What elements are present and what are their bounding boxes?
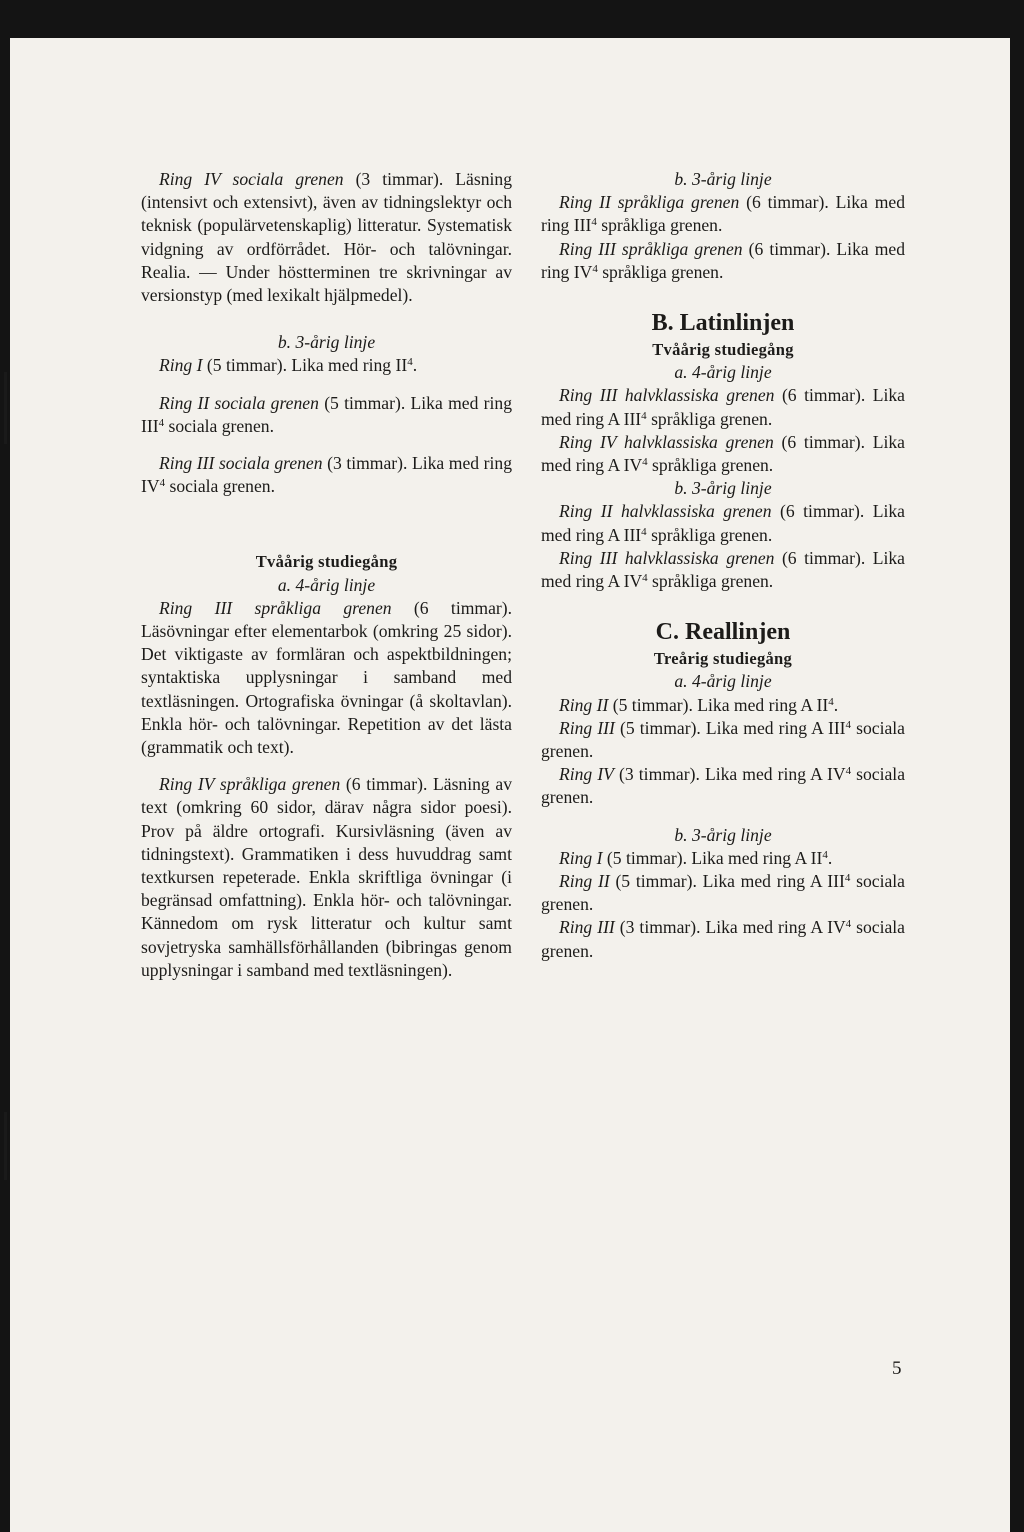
ring-label: Ring I bbox=[159, 355, 203, 376]
footnote-sup: 4 bbox=[822, 848, 828, 861]
study-heading: Tvåårig studiegång bbox=[255, 552, 398, 572]
ring-label: Ring I bbox=[559, 847, 603, 868]
paragraph bbox=[541, 763, 905, 809]
ring-label: Ring III halvklassiska grenen bbox=[559, 385, 775, 406]
footnote-sup: 4 bbox=[845, 765, 852, 778]
paragraph-text: sociala grenen. bbox=[541, 764, 906, 808]
paragraph bbox=[541, 717, 905, 763]
subheading: b. 3-årig linje bbox=[674, 169, 772, 189]
ring-label: Ring III språkliga grenen bbox=[559, 238, 743, 259]
paragraph-text: (5 timmar). Lika med ring A II bbox=[608, 694, 829, 715]
section-heading: B. Latinlinjen bbox=[651, 310, 795, 337]
paragraph-text: sociala grenen. bbox=[541, 717, 905, 762]
ring-label: Ring III bbox=[559, 717, 615, 738]
paragraph-text: (6 timmar). Lika med ring IV bbox=[541, 238, 905, 282]
paragraph bbox=[541, 694, 905, 717]
paragraph-text: sociala grenen. bbox=[165, 476, 275, 497]
paragraph-text: (5 timmar). Lika med ring A III bbox=[614, 717, 846, 738]
footnote-sup: 4 bbox=[641, 409, 647, 422]
footnote-sup: 4 bbox=[591, 216, 597, 229]
paragraph bbox=[541, 847, 905, 870]
ring-label: Ring III språkliga grenen bbox=[159, 597, 392, 618]
paragraph-text: sociala grenen. bbox=[541, 917, 905, 961]
paragraph-text: (6 timmar). Läsning av text (omkring 60 sidor, därav några sidor poesi). Prov på äldre ortografi. Kursivläsning (även av tidningstext). Grammatiken i dess huvuddrag samt textkursen repeterade. Enkla skriftliga övningar (i begränsad omfattning). Enkla hör- och talövningar. Kännedom om rysk litteratur och kultur samt sovjetryska samhällsförhållanden (bibringas genom upplysningar i samband med textläsningen). bbox=[141, 774, 513, 980]
footnote-sup: 4 bbox=[592, 262, 598, 275]
ring-label: Ring II halvklassiska grenen bbox=[559, 501, 772, 522]
scan-border-left bbox=[0, 0, 10, 1532]
paragraph-text: (3 timmar). Lika med ring A IV bbox=[614, 917, 846, 938]
paragraph bbox=[541, 870, 905, 916]
paragraph-text: språkliga grenen. bbox=[646, 408, 773, 429]
paragraph-text: (5 timmar). Lika med ring III bbox=[141, 392, 513, 436]
footnote-sup: 4 bbox=[642, 572, 648, 585]
paragraph bbox=[541, 238, 905, 284]
paragraph-text: sociala grenen. bbox=[541, 871, 905, 915]
paragraph-text: (5 timmar). Lika med ring II bbox=[202, 355, 408, 376]
paragraph bbox=[141, 168, 512, 307]
paragraph-text: . bbox=[412, 355, 418, 376]
paragraph-text: (6 timmar). Läsövningar efter elementarbok (omkring 25 sidor). Det viktigaste av formläran och aspektbildningen; syntaktiska upplysningar i samband med textläsningen. Ortografiska övningar (å skoltavlan). Enkla hör- och talövningar. Repetition av det lästa (grammatik och text). bbox=[141, 597, 513, 758]
paragraph-text: språkliga grenen. bbox=[647, 571, 774, 592]
paragraph-text: (5 timmar). Lika med ring A III bbox=[609, 871, 845, 892]
ring-label: Ring IV språkliga grenen bbox=[159, 774, 341, 795]
subheading: b. 3-årig linje bbox=[674, 478, 772, 499]
footnote-sup: 4 bbox=[159, 477, 166, 490]
paragraph bbox=[141, 452, 512, 498]
paragraph bbox=[541, 500, 905, 546]
paragraph-text: (6 timmar). Lika med ring A IV bbox=[541, 547, 905, 592]
binding-mark bbox=[4, 1112, 7, 1180]
footnote-sup: 4 bbox=[844, 872, 851, 885]
scan-border-right bbox=[1010, 0, 1024, 1532]
study-heading: Tvåårig studiegång bbox=[652, 340, 794, 360]
section-heading: C. Reallinjen bbox=[655, 619, 791, 646]
footnote-sup: 4 bbox=[641, 525, 647, 538]
paragraph-text: (6 timmar). Lika med ring A III bbox=[541, 501, 905, 545]
subheading: b. 3-årig linje bbox=[277, 332, 376, 353]
paragraph bbox=[141, 597, 512, 759]
footnote-sup: 4 bbox=[828, 695, 834, 708]
ring-label: Ring II bbox=[559, 694, 609, 715]
paragraph bbox=[141, 773, 512, 982]
footnote-sup: 4 bbox=[642, 456, 648, 469]
paragraph bbox=[141, 392, 512, 438]
paragraph bbox=[541, 916, 905, 962]
study-heading: Treårig studiegång bbox=[653, 649, 793, 669]
paragraph-text: . bbox=[833, 694, 839, 715]
footnote-sup: 4 bbox=[845, 718, 852, 731]
paragraph-text: språkliga grenen. bbox=[647, 455, 774, 476]
binding-mark bbox=[4, 372, 7, 444]
paragraph bbox=[541, 191, 905, 237]
ring-label: Ring II bbox=[559, 871, 610, 892]
subheading: a. 4-årig linje bbox=[277, 574, 376, 595]
ring-label: Ring IV bbox=[559, 764, 614, 785]
ring-label: Ring III bbox=[559, 917, 615, 938]
paragraph-text: . bbox=[827, 847, 833, 868]
right-column bbox=[541, 168, 905, 963]
footnote-sup: 4 bbox=[407, 356, 413, 369]
paragraph-text: (3 timmar). Lika med ring A IV bbox=[613, 764, 846, 785]
footnote-sup: 4 bbox=[845, 918, 852, 931]
ring-label: Ring III halvklassiska grenen bbox=[559, 547, 775, 568]
ring-label: Ring IV sociala grenen bbox=[159, 169, 344, 189]
page-number: 5 bbox=[892, 1358, 902, 1379]
footnote-sup: 4 bbox=[158, 416, 165, 429]
ring-label: Ring IV halvklassiska grenen bbox=[559, 431, 774, 452]
paragraph bbox=[541, 547, 905, 593]
paragraph bbox=[541, 384, 905, 430]
paragraph-text: (5 timmar). Lika med ring A II bbox=[602, 847, 823, 868]
paragraph bbox=[141, 354, 512, 377]
ring-label: Ring III sociala grenen bbox=[159, 453, 323, 474]
subheading: a. 4-årig linje bbox=[674, 362, 772, 383]
paragraph-text: språkliga grenen. bbox=[646, 524, 773, 545]
paragraph bbox=[541, 431, 905, 477]
paragraph-text: (3 timmar). Läsning (intensivt och extensivt), även av tidningslektyr och teknisk (populärvetenskaplig) litteratur. Systematisk vidgning av ordförrådet. Hör- och talövningar. Realia. — Under höstterminen tre skrivningar av versionstyp (med lexikalt hjälpmedel). bbox=[141, 169, 512, 306]
paragraph-text: språkliga grenen. bbox=[597, 261, 724, 282]
paragraph-text: språkliga grenen. bbox=[596, 215, 723, 236]
paragraph-text: (6 timmar). Lika med ring A III bbox=[541, 385, 905, 429]
subheading: b. 3-årig linje bbox=[674, 824, 772, 845]
left-column bbox=[141, 168, 512, 982]
paragraph-text: (6 timmar). Lika med ring III bbox=[541, 192, 906, 236]
scan-border-top bbox=[0, 0, 1024, 38]
subheading: a. 4-årig linje bbox=[674, 671, 772, 692]
ring-label: Ring II sociala grenen bbox=[159, 392, 319, 413]
paragraph-text: sociala grenen. bbox=[164, 415, 274, 436]
paragraph-text: (6 timmar). Lika med ring A IV bbox=[541, 431, 905, 476]
ring-label: Ring II språkliga grenen bbox=[559, 192, 740, 213]
paragraph-text: (3 timmar). Lika med ring IV bbox=[141, 453, 512, 497]
